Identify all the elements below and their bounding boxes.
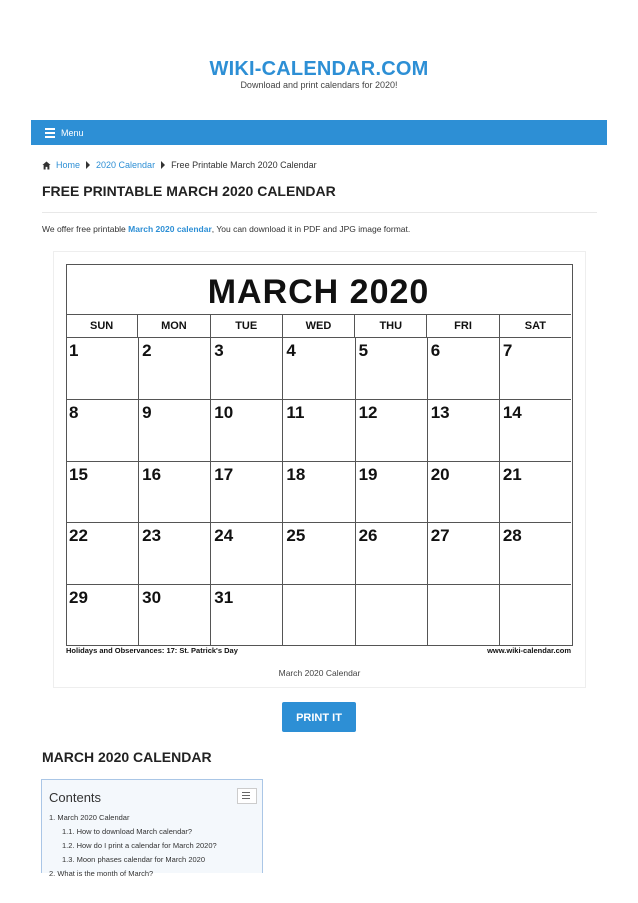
- weekday-header-cell: SUN: [90, 320, 114, 332]
- weekday-header-row: [66, 314, 571, 338]
- day-cell: 7: [499, 338, 571, 399]
- day-cell: 20: [427, 461, 499, 522]
- day-cell: 4: [282, 338, 354, 399]
- day-cell: 23: [138, 522, 210, 583]
- day-cell: 17: [210, 461, 282, 522]
- day-cell: 1: [69, 341, 79, 360]
- site-tagline: Download and print calendars for 2020!: [240, 80, 398, 90]
- day-cell: 25: [282, 522, 354, 583]
- day-cell: 15: [66, 461, 138, 522]
- day-cell: 12: [355, 399, 427, 460]
- day-cell: 21: [499, 461, 571, 522]
- site-title[interactable]: WIKI-CALENDAR.COM: [209, 58, 429, 80]
- site-header: [0, 0, 638, 90]
- day-cell: [355, 584, 427, 645]
- day-cell: 5: [355, 338, 427, 399]
- day-cell: 6: [427, 338, 499, 399]
- day-cell: 2: [138, 338, 210, 399]
- weekday-header-cell: WED: [282, 315, 354, 338]
- calendar-grid: [66, 337, 571, 645]
- caret-right-icon: [86, 161, 90, 169]
- day-cell: 13: [427, 399, 499, 460]
- intro-calendar-link[interactable]: March 2020 calendar: [128, 224, 212, 234]
- day-cell: 22: [66, 522, 138, 583]
- day-cell: 27: [427, 522, 499, 583]
- weekday-header-cell: FRI: [426, 315, 498, 338]
- day-cell: 9: [138, 399, 210, 460]
- toc-item[interactable]: 1.1. How to download March calendar?: [62, 827, 193, 836]
- toc-title: Contents: [49, 790, 102, 805]
- page-title: FREE PRINTABLE MARCH 2020 CALENDAR: [42, 183, 336, 199]
- toc-list: [49, 811, 217, 881]
- day-cell: 29: [66, 584, 138, 645]
- day-cell: 3: [210, 338, 282, 399]
- breadcrumb: [42, 160, 317, 170]
- print-button[interactable]: PRINT IT: [282, 702, 356, 732]
- table-of-contents: [41, 779, 263, 878]
- intro-text-before: We offer free printable: [42, 224, 129, 234]
- breadcrumb-current: Free Printable March 2020 Calendar: [171, 160, 317, 170]
- figure-caption: March 2020 Calendar: [278, 668, 361, 678]
- day-cell: 16: [138, 461, 210, 522]
- main-navbar: [31, 120, 607, 145]
- day-cell: 19: [355, 461, 427, 522]
- intro-paragraph: [42, 224, 410, 234]
- day-cell: 30: [138, 584, 210, 645]
- toc-item[interactable]: 1.3. Moon phases calendar for March 2020: [62, 855, 206, 864]
- toc-item[interactable]: 1. March 2020 Calendar: [49, 813, 130, 822]
- caret-right-icon: [161, 161, 165, 169]
- weekday-header-cell: MON: [137, 315, 209, 338]
- calendar-figure: [53, 251, 586, 688]
- day-cell: 18: [282, 461, 354, 522]
- calendar-website: www.wiki-calendar.com: [487, 646, 571, 655]
- day-cell: 11: [282, 399, 354, 460]
- day-cell: [499, 584, 571, 645]
- intro-text-after: , You can download it in PDF and JPG image format.: [211, 224, 411, 234]
- section-title: MARCH 2020 CALENDAR: [42, 749, 212, 765]
- weekday-header-cell: TUE: [210, 315, 282, 338]
- day-cell: 26: [355, 522, 427, 583]
- toc-item[interactable]: 1.2. How do I print a calendar for March 2020?: [62, 841, 217, 850]
- hamburger-icon[interactable]: [45, 126, 55, 140]
- home-icon: [42, 161, 51, 170]
- weekday-header-cell: SAT: [499, 315, 571, 338]
- day-cell: 24: [210, 522, 282, 583]
- toc-toggle-icon[interactable]: [237, 788, 257, 804]
- breadcrumb-category-link[interactable]: 2020 Calendar: [96, 160, 156, 170]
- day-cell: [427, 584, 499, 645]
- breadcrumb-home-link[interactable]: Home: [56, 160, 81, 170]
- day-cell: 10: [210, 399, 282, 460]
- day-cell: 31: [210, 584, 282, 645]
- weekday-header-cell: THU: [354, 315, 426, 338]
- day-cell: 14: [499, 399, 571, 460]
- day-cell: 8: [66, 399, 138, 460]
- menu-toggle[interactable]: Menu: [61, 127, 84, 138]
- calendar-title: MARCH 2020: [207, 273, 430, 311]
- day-cell: 28: [499, 522, 571, 583]
- calendar-image[interactable]: [66, 264, 573, 657]
- toc-item[interactable]: 2. What is the month of March?: [49, 869, 154, 878]
- title-divider: [42, 212, 597, 213]
- day-cell: [282, 584, 354, 645]
- calendar-holidays: Holidays and Observances: 17: St. Patrick's Day: [66, 646, 238, 655]
